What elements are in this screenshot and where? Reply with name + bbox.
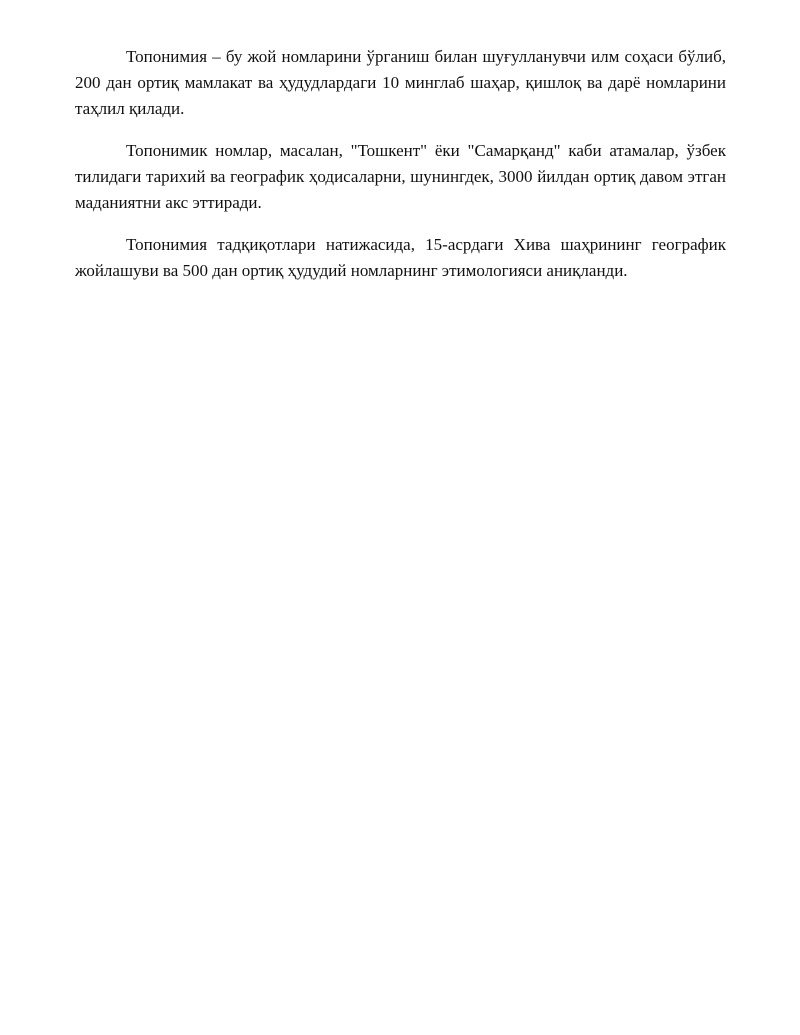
paragraph-2: Топонимик номлар, масалан, "Тошкент" ёки "Самарқанд" каби атамалар, ўзбек тилидаги тарихий ва географик ҳодисаларни, шунингдек, 3000 йилдан ортиқ давом этган маданиятни акс эттиради. xyxy=(75,141,726,212)
paragraph-1: Топонимия – бу жой номларини ўрганиш билан шуғулланувчи илм соҳаси бўлиб, 200 дан ортиқ мамлакат ва ҳудудлардаги 10 минглаб шаҳар, қишлоқ ва дарё номларини таҳлил қилади. xyxy=(75,47,726,118)
document-body xyxy=(75,44,726,300)
paragraph-3: Топонимия тадқиқотлари натижасида, 15-асрдаги Хива шаҳрининг географик жойлашуви ва 500 дан ортиқ ҳудудий номларнинг этимологияси аниқланди. xyxy=(75,235,726,280)
